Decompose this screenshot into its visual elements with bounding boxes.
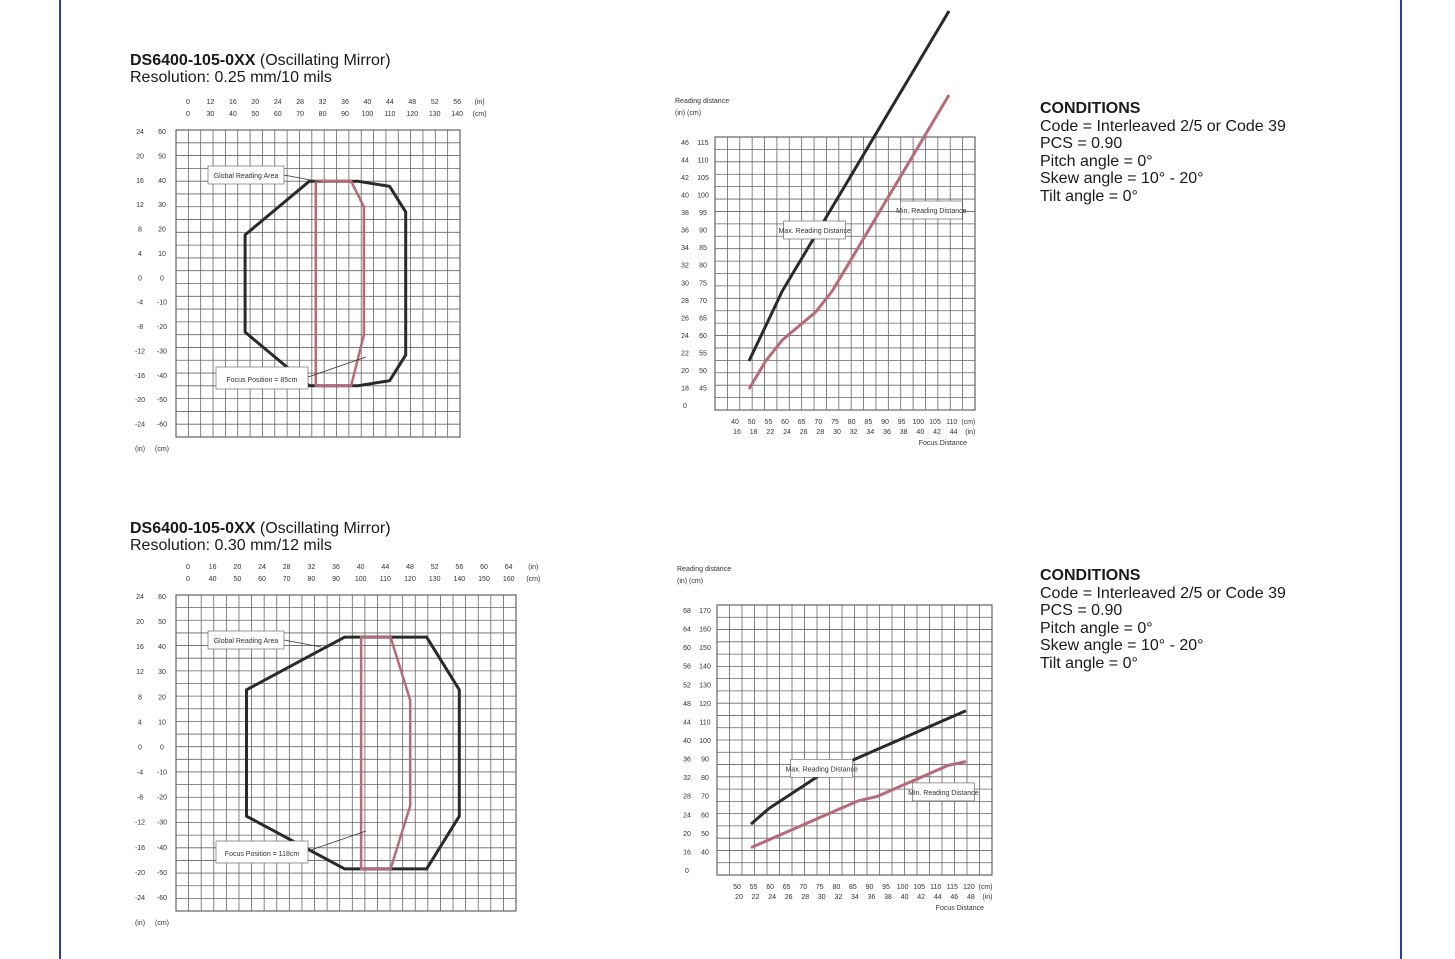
y-tick-label-cm: 75: [699, 280, 707, 288]
x-tick-label-in: 32: [834, 894, 843, 901]
x-tick-label-in: 26: [784, 894, 793, 901]
x-tick-label-in: 20: [233, 564, 242, 571]
x-tick-label-in: 26: [799, 429, 808, 436]
y-tick-label-in: 20: [136, 619, 144, 627]
y-tick-label-cm: 95: [699, 210, 707, 218]
y-tick-label-in: 26: [681, 315, 689, 323]
y-tick-label-cm: 30: [158, 202, 166, 210]
annotation-global-reading-area: Global Reading Area: [213, 173, 279, 180]
y-tick-label-cm: -20: [156, 794, 168, 802]
y-tick-label-in: 38: [681, 210, 689, 218]
x-tick-label-cm: 115: [946, 884, 958, 891]
x-tick-label-in: 30: [833, 429, 841, 436]
x-tick-label-cm: 100: [912, 419, 925, 426]
y-tick-label-cm: 100: [699, 738, 711, 745]
x-tick-label-cm: 105: [913, 884, 926, 891]
y-tick-label-cm: -40: [156, 372, 168, 380]
y-tick-label-cm: 60: [158, 129, 166, 136]
y-tick-label-in: -4: [136, 299, 144, 307]
x-tick-label-cm: 95: [897, 419, 906, 426]
x-tick-label-in: 40: [900, 894, 909, 901]
x-tick-label-in: 46: [950, 894, 959, 901]
y-tick-label-in: -20: [134, 869, 146, 877]
y-tick-label-cm: -30: [156, 819, 168, 827]
x-tick-label-cm: 110: [384, 111, 396, 118]
x-tick-label-in: 64: [504, 564, 513, 571]
x-tick-label-cm: 80: [832, 884, 841, 891]
condition-line: Code = Interleaved 2/5 or Code 39: [1040, 584, 1286, 602]
y-tick-label-in: 44: [681, 157, 689, 165]
y-tick-label-in: 12: [136, 202, 144, 210]
y-tick-label-cm: (cm): [155, 446, 169, 453]
condition-line: PCS = 0.90: [1040, 602, 1123, 619]
y-tick-label-cm: 140: [699, 663, 711, 671]
y-tick-label-in: 40: [683, 738, 691, 745]
y-tick-label-in: 28: [681, 297, 689, 305]
y-tick-label-in: 24: [136, 594, 144, 601]
y-tick-label-cm: 60: [158, 594, 166, 601]
x-tick-label-in: 44: [381, 564, 390, 571]
reading-distance-grid: [717, 605, 992, 875]
x-tick-label-cm: 90: [881, 419, 889, 426]
x-tick-label-in: 16: [228, 99, 237, 106]
y-tick-label-in: 24: [681, 332, 689, 340]
x-tick-label-cm: 70: [296, 111, 305, 118]
y-tick-label-cm: -60: [156, 421, 168, 429]
x-tick-label-in: (in): [528, 564, 539, 571]
y-tick-label-in: 60: [683, 645, 691, 653]
y-axis-units: (in) (cm): [675, 110, 702, 117]
y-tick-label-in: 4: [138, 250, 142, 258]
x-tick-label-in: 24: [273, 99, 282, 106]
y-tick-label-cm: -50: [156, 869, 168, 877]
y-tick-label-in: 36: [681, 227, 689, 235]
x-tick-label-cm: 100: [354, 576, 367, 583]
x-tick-label-cm: (cm): [472, 111, 487, 118]
reading-distance-grid: [715, 137, 975, 410]
y-tick-label-in: 24: [136, 129, 144, 136]
y-tick-label-in: 40: [681, 192, 689, 200]
y-tick-label-in: (in): [134, 446, 146, 453]
x-tick-label-cm: 60: [781, 419, 789, 426]
y-tick-label-in: -24: [134, 894, 146, 902]
x-tick-label-cm: 55: [749, 884, 758, 891]
x-tick-label-in: 32: [849, 429, 858, 436]
x-tick-label-in: 52: [430, 564, 439, 571]
y-tick-label-in: 22: [681, 350, 689, 358]
x-tick-label-in: 28: [816, 429, 825, 436]
x-tick-label-in: (in): [965, 429, 976, 436]
x-tick-label-cm: 50: [733, 884, 741, 891]
x-tick-label-in: 34: [866, 429, 875, 436]
condition-line: Tilt angle = 0°: [1040, 187, 1138, 205]
y-tick-label-in: 34: [681, 245, 689, 253]
y-tick-label-in: 8: [138, 694, 142, 702]
y-tick-label-cm: -10: [156, 769, 168, 777]
x-tick-label-in: 44: [385, 99, 394, 106]
x-tick-label-in: (in): [474, 99, 485, 106]
y-tick-label-cm: 60: [699, 332, 707, 340]
y-tick-label-in: 46: [681, 140, 689, 147]
x-tick-label-in: 44: [933, 894, 942, 901]
x-tick-label-cm: 95: [882, 884, 890, 891]
x-tick-label-cm: 130: [428, 111, 441, 118]
y-tick-label-cm: 110: [699, 719, 711, 727]
y-tick-label-cm: 115: [697, 140, 709, 147]
y-tick-label-cm: 50: [699, 367, 707, 375]
conditions-title: CONDITIONS: [1040, 100, 1141, 117]
y-tick-label-in: 32: [681, 262, 689, 270]
x-tick-label-cm: 65: [782, 884, 791, 891]
x-tick-label-cm: 130: [428, 576, 441, 583]
y-tick-label-cm: 50: [158, 153, 166, 161]
annotation-max-reading-distance: Max. Reading Distance: [785, 766, 858, 774]
annotation-min-reading-distance: Min. Reading Distance: [896, 208, 967, 215]
max-reading-distance-line: [749, 11, 949, 361]
y-tick-label-cm: 10: [158, 719, 166, 727]
mirror-type: (Oscillating Mirror): [255, 52, 391, 69]
y-tick-label-in: 16: [136, 644, 144, 652]
min-reading-distance-line: [751, 762, 966, 848]
resolution: Resolution: 0.25 mm/10 mils: [130, 69, 332, 86]
y-tick-label-cm: 50: [701, 830, 709, 838]
y-tick-label-in: 20: [683, 830, 691, 838]
x-tick-label-cm: 150: [478, 576, 490, 583]
x-tick-label-in: 34: [851, 894, 859, 901]
x-tick-label-in: 48: [406, 564, 414, 571]
y-tick-label-cm: 110: [697, 157, 709, 165]
y-tick-label-cm: 0: [160, 275, 164, 283]
y-tick-label-cm: 65: [699, 315, 707, 323]
x-tick-label-cm: 90: [332, 576, 340, 583]
condition-line: Skew angle = 10° - 20°: [1040, 170, 1204, 187]
y-tick-label-in: -12: [134, 819, 146, 827]
y-tick-label-in: 0: [138, 744, 142, 752]
x-tick-label-in: 42: [933, 429, 941, 436]
x-tick-label-cm: 105: [929, 419, 941, 426]
y-tick-label-cm: 160: [699, 626, 711, 634]
x-tick-label-in: 16: [733, 429, 741, 436]
x-tick-label-cm: 40: [731, 419, 739, 426]
y-tick-label-in: -20: [134, 397, 146, 405]
y-tick-label-in: -8: [136, 324, 144, 332]
x-tick-label-in: 12: [206, 99, 215, 106]
y-tick-label-in: 28: [683, 793, 691, 801]
x-tick-label-in: 44: [949, 429, 958, 436]
x-tick-label-in: 28: [282, 564, 291, 571]
x-tick-label-in: 36: [867, 894, 876, 901]
y-axis-title: Reading distance: [675, 98, 730, 105]
x-tick-label-cm: 40: [208, 576, 217, 583]
x-tick-label-in: 36: [883, 429, 891, 436]
y-tick-label-cm: 105: [697, 175, 709, 183]
x-tick-label-in: 36: [341, 99, 349, 106]
x-tick-label-in: (in): [982, 894, 993, 901]
x-tick-label-in: 36: [332, 564, 340, 571]
y-tick-label-in: 52: [683, 682, 691, 690]
condition-line: Skew angle = 10° - 20°: [1040, 637, 1204, 654]
y-tick-label-in: 4: [138, 719, 142, 727]
condition-line: Code = Interleaved 2/5 or Code 39: [1040, 117, 1286, 135]
y-tick-label-cm: 130: [699, 682, 711, 690]
y-tick-label-cm: 40: [701, 849, 709, 857]
x-tick-label-cm: 40: [228, 111, 237, 118]
annotation-focus-position: Focus Position = 85cm: [226, 377, 298, 384]
mirror-type: (Oscillating Mirror): [255, 520, 391, 537]
x-tick-label-in: 22: [751, 894, 760, 901]
y-tick-label-in: 0: [683, 403, 687, 410]
condition-line: Pitch angle = 0°: [1040, 619, 1153, 637]
y-tick-label-cm: 70: [699, 297, 707, 305]
x-tick-label-cm: 70: [282, 576, 291, 583]
condition-line: Tilt angle = 0°: [1040, 654, 1138, 672]
y-tick-label-in: -24: [134, 421, 146, 429]
x-tick-label-cm: 60: [258, 576, 266, 583]
x-tick-label-in: 24: [783, 429, 791, 436]
annotation-global-reading-area: Global Reading Area: [213, 638, 279, 645]
y-tick-label-cm: 0: [160, 744, 164, 752]
x-tick-label-in: 28: [296, 99, 305, 106]
y-tick-label-cm: (cm): [155, 920, 169, 927]
global-reading-area-outline: [247, 637, 460, 869]
x-tick-label-cm: 110: [379, 576, 391, 583]
y-tick-label-in: (in): [134, 920, 146, 927]
x-tick-label-cm: 75: [831, 419, 839, 426]
x-tick-label-cm: 65: [797, 419, 806, 426]
y-tick-label-in: 48: [683, 700, 691, 708]
condition-line: PCS = 0.90: [1040, 135, 1123, 152]
model-name: DS6400-105-0XX: [130, 520, 256, 537]
y-tick-label-in: -8: [136, 794, 144, 802]
y-tick-label-in: 64: [683, 626, 691, 634]
y-tick-label-in: 16: [683, 849, 691, 857]
y-tick-label-cm: -60: [156, 894, 168, 902]
y-tick-label-cm: 90: [699, 227, 707, 235]
x-tick-label-cm: 80: [307, 576, 316, 583]
x-tick-label-in: 38: [899, 429, 908, 436]
y-tick-label-in: -4: [136, 769, 144, 777]
y-tick-label-cm: 70: [701, 793, 709, 801]
y-tick-label-cm: 55: [699, 350, 707, 358]
y-tick-label-cm: -40: [156, 844, 168, 852]
y-tick-label-cm: 20: [158, 226, 166, 234]
y-tick-label-cm: 80: [701, 775, 709, 783]
x-tick-label-cm: (cm): [978, 884, 993, 891]
model-name: DS6400-105-0XX: [130, 52, 256, 69]
y-tick-label-cm: -20: [156, 324, 168, 332]
y-tick-label-cm: 45: [699, 385, 707, 393]
x-tick-label-cm: 120: [406, 111, 419, 118]
x-axis-title: Focus Distance: [935, 905, 984, 912]
y-tick-label-in: -16: [134, 372, 146, 380]
x-tick-label-cm: 30: [206, 111, 215, 118]
x-tick-label-cm: 140: [453, 576, 466, 583]
x-tick-label-cm: 70: [814, 419, 823, 426]
condition-line: Pitch angle = 0°: [1040, 152, 1153, 170]
y-tick-label-cm: 20: [158, 694, 166, 702]
x-tick-label-in: 32: [318, 99, 327, 106]
y-tick-label-in: 42: [681, 175, 689, 183]
x-tick-label-cm: 85: [849, 884, 857, 891]
y-tick-label-in: 24: [683, 812, 691, 820]
y-tick-label-in: 36: [683, 756, 691, 764]
x-tick-label-in: 60: [480, 564, 488, 571]
x-tick-label-in: 28: [801, 894, 810, 901]
annotation-focus-position: Focus Position = 118cm: [224, 851, 300, 858]
x-tick-label-cm: 140: [451, 111, 463, 118]
x-tick-label-cm: (cm): [961, 419, 976, 426]
x-tick-label-cm: 110: [930, 884, 942, 891]
x-tick-label-in: 40: [356, 564, 365, 571]
conditions-title: CONDITIONS: [1040, 567, 1141, 584]
x-tick-label-cm: 120: [404, 576, 416, 583]
x-tick-label-in: 0: [186, 564, 190, 571]
x-tick-label-in: 20: [735, 894, 743, 901]
x-tick-label-cm: (cm): [526, 576, 541, 583]
y-tick-label-cm: -50: [156, 397, 168, 405]
x-tick-label-cm: 0: [186, 111, 190, 118]
x-tick-label-in: 0: [186, 99, 190, 106]
x-tick-label-cm: 50: [233, 576, 242, 583]
x-tick-label-in: 42: [917, 894, 926, 901]
y-tick-label-cm: 85: [699, 245, 707, 253]
y-tick-label-in: 12: [136, 669, 144, 677]
y-tick-label-in: 30: [681, 280, 689, 288]
y-tick-label-in: -16: [134, 844, 146, 852]
annotation-min-reading-distance: Min. Reading Distance: [908, 789, 979, 797]
y-tick-label-in: -12: [134, 348, 146, 356]
x-tick-label-in: 48: [966, 894, 975, 901]
y-tick-label-cm: -30: [156, 348, 168, 356]
y-tick-label-in: 0: [138, 275, 142, 283]
x-tick-label-cm: 85: [864, 419, 873, 426]
y-tick-label-cm: 90: [701, 756, 709, 764]
y-tick-label-in: 68: [683, 608, 691, 615]
x-tick-label-cm: 60: [273, 111, 282, 118]
annotation-max-reading-distance: Max. Reading Distance: [778, 228, 851, 235]
x-tick-label-in: 24: [258, 564, 266, 571]
x-tick-label-cm: 50: [747, 419, 756, 426]
x-tick-label-in: 22: [766, 429, 775, 436]
x-tick-label-in: 32: [307, 564, 316, 571]
x-tick-label-in: 56: [455, 564, 464, 571]
y-tick-label-cm: 170: [699, 608, 711, 615]
y-tick-label-in: 18: [681, 385, 689, 393]
y-tick-label-in: 8: [138, 226, 142, 234]
x-tick-label-in: 48: [408, 99, 417, 106]
y-tick-label-cm: 120: [699, 700, 711, 708]
x-tick-label-in: 38: [884, 894, 892, 901]
y-tick-label-in: 0: [685, 868, 689, 875]
x-tick-label-cm: 60: [766, 884, 775, 891]
x-tick-label-in: 24: [768, 894, 777, 901]
x-tick-label-cm: 110: [946, 419, 958, 426]
y-tick-label-in: 32: [683, 775, 691, 783]
x-tick-label-in: 52: [430, 99, 439, 106]
x-tick-label-cm: 120: [963, 884, 975, 891]
y-tick-label-cm: 150: [699, 645, 711, 653]
x-tick-label-cm: 90: [341, 111, 349, 118]
y-tick-label-cm: 30: [158, 669, 166, 677]
x-tick-label-in: 40: [916, 429, 925, 436]
y-tick-label-in: 16: [136, 177, 144, 185]
x-tick-label-in: 56: [453, 99, 462, 106]
x-tick-label-cm: 50: [251, 111, 260, 118]
y-tick-label-cm: 40: [158, 644, 166, 652]
x-tick-label-cm: 55: [764, 419, 773, 426]
y-tick-label-cm: 10: [158, 250, 166, 258]
x-tick-label-cm: 160: [502, 576, 515, 583]
x-axis-title: Focus Distance: [918, 440, 967, 447]
resolution: Resolution: 0.30 mm/12 mils: [130, 537, 332, 554]
x-tick-label-cm: 0: [186, 576, 190, 583]
y-tick-label-cm: 40: [158, 177, 166, 185]
x-tick-label-cm: 100: [896, 884, 909, 891]
x-tick-label-in: 18: [749, 429, 758, 436]
min-reading-distance-line: [749, 95, 949, 389]
y-axis-title: Reading distance: [677, 566, 732, 573]
y-tick-label-cm: 100: [697, 192, 709, 200]
y-tick-label-in: 20: [681, 367, 689, 375]
x-tick-label-in: 16: [208, 564, 217, 571]
y-axis-units: (in) (cm): [677, 578, 704, 585]
y-tick-label-cm: 80: [699, 262, 707, 270]
x-tick-label-cm: 75: [815, 884, 824, 891]
x-tick-label-in: 30: [817, 894, 826, 901]
y-tick-label-in: 56: [683, 663, 691, 671]
y-tick-label-cm: 60: [701, 812, 709, 820]
x-tick-label-cm: 70: [799, 884, 808, 891]
y-tick-label-cm: 50: [158, 619, 166, 627]
y-tick-label-in: 44: [683, 719, 691, 727]
x-tick-label-in: 40: [363, 99, 372, 106]
x-tick-label-cm: 100: [361, 111, 374, 118]
x-tick-label-cm: 80: [847, 419, 856, 426]
y-tick-label-in: 20: [136, 153, 144, 161]
y-tick-label-cm: -10: [156, 299, 168, 307]
x-tick-label-cm: 80: [318, 111, 327, 118]
x-tick-label-in: 20: [251, 99, 260, 106]
x-tick-label-cm: 90: [865, 884, 874, 891]
